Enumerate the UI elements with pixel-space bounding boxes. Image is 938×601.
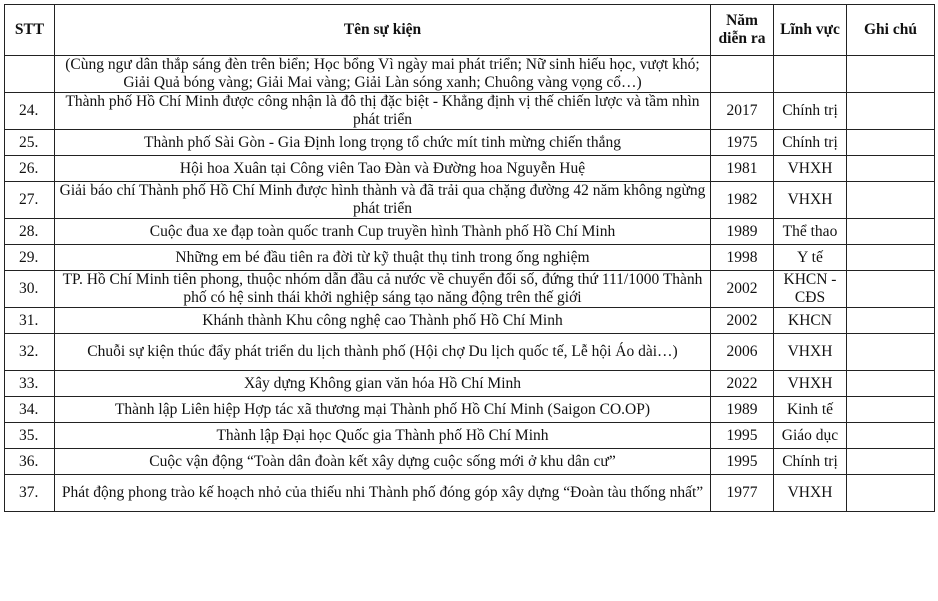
cell-field: VHXH xyxy=(774,182,847,219)
cell-field: VHXH xyxy=(774,371,847,397)
cell-note xyxy=(847,423,935,449)
cell-stt: 35. xyxy=(5,423,55,449)
cell-note xyxy=(847,245,935,271)
cell-event: Thành lập Liên hiệp Hợp tác xã thương mại Thành phố Hồ Chí Minh (Saigon CO.OP) xyxy=(55,397,711,423)
header-event: Tên sự kiện xyxy=(55,5,711,56)
cell-year: 1989 xyxy=(711,397,774,423)
cell-field: VHXH xyxy=(774,475,847,512)
header-note: Ghi chú xyxy=(847,5,935,56)
cell-note xyxy=(847,271,935,308)
cell-field: Thể thao xyxy=(774,219,847,245)
cell-event: Cuộc đua xe đạp toàn quốc tranh Cup truyền hình Thành phố Hồ Chí Minh xyxy=(55,219,711,245)
cell-stt: 33. xyxy=(5,371,55,397)
cell-year: 2022 xyxy=(711,371,774,397)
cell-note xyxy=(847,334,935,371)
cell-event: Phát động phong trào kế hoạch nhỏ của thiếu nhi Thành phố đóng góp xây dựng “Đoàn tàu thống nhất” xyxy=(55,475,711,512)
cell-note xyxy=(847,308,935,334)
cell-note xyxy=(847,371,935,397)
table-row xyxy=(5,93,935,130)
cell-event: Cuộc vận động “Toàn dân đoàn kết xây dựng cuộc sống mới ở khu dân cư” xyxy=(55,449,711,475)
cell-field xyxy=(774,56,847,93)
cell-stt: 24. xyxy=(5,93,55,130)
cell-field: VHXH xyxy=(774,156,847,182)
cell-stt: 36. xyxy=(5,449,55,475)
cell-note xyxy=(847,156,935,182)
header-field: Lĩnh vực xyxy=(774,5,847,56)
cell-event: Xây dựng Không gian văn hóa Hồ Chí Minh xyxy=(55,371,711,397)
cell-year: 1977 xyxy=(711,475,774,512)
cell-year: 1989 xyxy=(711,219,774,245)
cell-note xyxy=(847,130,935,156)
cell-year: 2017 xyxy=(711,93,774,130)
cell-year: 1982 xyxy=(711,182,774,219)
cell-stt: 32. xyxy=(5,334,55,371)
cell-note xyxy=(847,449,935,475)
cell-year: 2002 xyxy=(711,271,774,308)
cell-event: (Cùng ngư dân thắp sáng đèn trên biển; Học bổng Vì ngày mai phát triển; Nữ sinh hiếu học, vượt khó; Giải Quả bóng vàng; Giải Mai vàng; Giải Làn sóng xanh; Chuông vàng vọng cổ…) xyxy=(55,56,711,93)
table-row xyxy=(5,271,935,308)
cell-note xyxy=(847,219,935,245)
cell-stt: 30. xyxy=(5,271,55,308)
table-row xyxy=(5,130,935,156)
cell-stt: 26. xyxy=(5,156,55,182)
table-row xyxy=(5,56,935,93)
cell-event: Thành phố Hồ Chí Minh được công nhận là đô thị đặc biệt - Khẳng định vị thế chiến lược và tầm nhìn phát triển xyxy=(55,93,711,130)
table-row xyxy=(5,449,935,475)
cell-note xyxy=(847,475,935,512)
cell-note xyxy=(847,182,935,219)
table-row xyxy=(5,156,935,182)
cell-event: Hội hoa Xuân tại Công viên Tao Đàn và Đường hoa Nguyễn Huệ xyxy=(55,156,711,182)
table-row xyxy=(5,245,935,271)
cell-field: Chính trị xyxy=(774,449,847,475)
cell-year: 1981 xyxy=(711,156,774,182)
table-row xyxy=(5,334,935,371)
cell-event: TP. Hồ Chí Minh tiên phong, thuộc nhóm dẫn đầu cả nước về chuyển đổi số, đứng thứ 111/1000 Thành phố có hệ sinh thái khởi nghiệp sáng tạo năng động trên thế giới xyxy=(55,271,711,308)
cell-field: Chính trị xyxy=(774,130,847,156)
cell-note xyxy=(847,93,935,130)
table-row xyxy=(5,219,935,245)
cell-year: 1998 xyxy=(711,245,774,271)
cell-year: 1975 xyxy=(711,130,774,156)
table-row xyxy=(5,475,935,512)
table-row xyxy=(5,308,935,334)
cell-event: Giải báo chí Thành phố Hồ Chí Minh được hình thành và đã trải qua chặng đường 42 năm không ngừng phát triển xyxy=(55,182,711,219)
table-row xyxy=(5,397,935,423)
cell-note xyxy=(847,397,935,423)
header-row xyxy=(5,5,935,56)
cell-field: VHXH xyxy=(774,334,847,371)
events-table xyxy=(4,4,935,512)
cell-stt xyxy=(5,56,55,93)
table-row xyxy=(5,371,935,397)
cell-year: 2006 xyxy=(711,334,774,371)
cell-year: 1995 xyxy=(711,449,774,475)
table-row xyxy=(5,423,935,449)
cell-stt: 34. xyxy=(5,397,55,423)
cell-stt: 29. xyxy=(5,245,55,271)
cell-stt: 25. xyxy=(5,130,55,156)
cell-stt: 28. xyxy=(5,219,55,245)
cell-event: Khánh thành Khu công nghệ cao Thành phố Hồ Chí Minh xyxy=(55,308,711,334)
cell-stt: 37. xyxy=(5,475,55,512)
header-stt: STT xyxy=(5,5,55,56)
cell-field: KHCN xyxy=(774,308,847,334)
cell-year: 2002 xyxy=(711,308,774,334)
table-row xyxy=(5,182,935,219)
cell-year xyxy=(711,56,774,93)
cell-field: Giáo dục xyxy=(774,423,847,449)
cell-stt: 27. xyxy=(5,182,55,219)
cell-event: Những em bé đầu tiên ra đời từ kỹ thuật thụ tinh trong ống nghiệm xyxy=(55,245,711,271)
cell-field: KHCN - CĐS xyxy=(774,271,847,308)
header-year: Năm diễn ra xyxy=(711,5,774,56)
cell-event: Thành lập Đại học Quốc gia Thành phố Hồ Chí Minh xyxy=(55,423,711,449)
cell-note xyxy=(847,56,935,93)
cell-event: Chuỗi sự kiện thúc đẩy phát triển du lịch thành phố (Hội chợ Du lịch quốc tế, Lễ hội Áo dài…) xyxy=(55,334,711,371)
cell-event: Thành phố Sài Gòn - Gia Định long trọng tổ chức mít tinh mừng chiến thắng xyxy=(55,130,711,156)
cell-stt: 31. xyxy=(5,308,55,334)
cell-field: Chính trị xyxy=(774,93,847,130)
cell-field: Kinh tế xyxy=(774,397,847,423)
cell-year: 1995 xyxy=(711,423,774,449)
cell-field: Y tế xyxy=(774,245,847,271)
